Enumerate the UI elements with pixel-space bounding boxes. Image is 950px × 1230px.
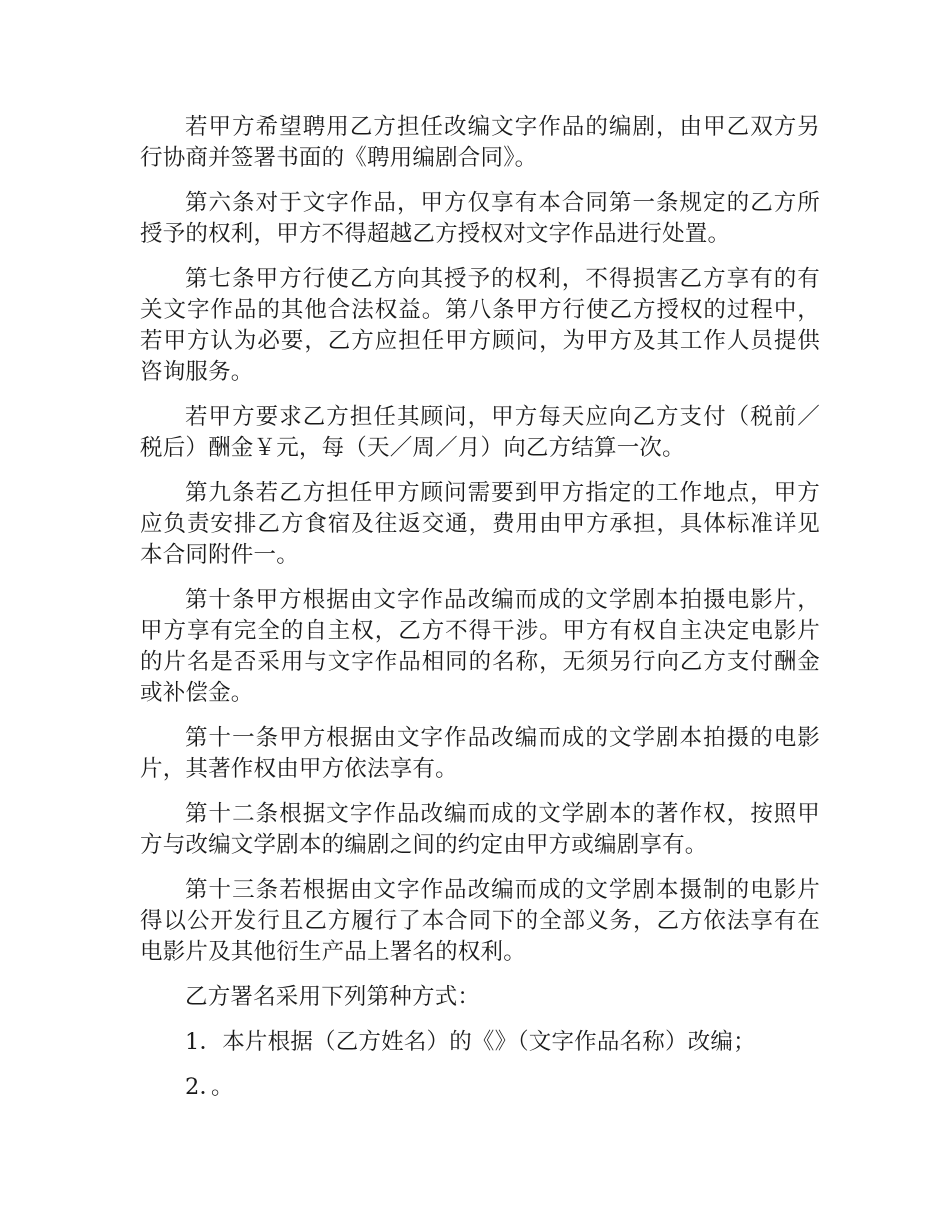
paragraph-article-11: 第十一条甲方根据由文字作品改编而成的文学剧本拍摄的电影片，其著作权由甲方依法享有。 — [140, 725, 820, 782]
paragraph-article-12: 第十二条根据文字作品改编而成的文学剧本的著作权，按照甲方与改编文学剧本的编剧之间的约定由甲方或编剧享有。 — [140, 801, 820, 858]
paragraph-article-6: 第六条对于文字作品，甲方仅享有本合同第一条规定的乙方所授予的权利，甲方不得超越乙方授权对文字作品进行处置。 — [140, 190, 820, 247]
paragraph-hire-screenwriter: 若甲方希望聘用乙方担任改编文字作品的编剧，由甲乙双方另行协商并签署书面的《聘用编剧合同》。 — [140, 114, 820, 171]
document-body — [140, 112, 820, 1117]
paragraph-article-10: 第十条甲方根据由文字作品改编而成的文学剧本拍摄电影片，甲方享有完全的自主权，乙方不得干涉。甲方有权自主决定电影片的片名是否采用与文字作品相同的名称，无须另行向乙方支付酬金或补偿金。 — [140, 587, 820, 706]
paragraph-option-2: 2．。 — [185, 1074, 234, 1100]
paragraph-article-9: 第九条若乙方担任甲方顾问需要到甲方指定的工作地点，甲方应负责安排乙方食宿及往返交通，费用由甲方承担，具体标准详见本合同附件一。 — [140, 480, 820, 568]
paragraph-option-1: 1．本片根据（乙方姓名）的《》（文字作品名称）改编； — [185, 1029, 756, 1055]
paragraph-signature-method: 乙方署名采用下列第种方式： — [185, 984, 481, 1010]
paragraph-consultant-fee: 若甲方要求乙方担任其顾问，甲方每天应向乙方支付（税前／税后）酬金￥元，每（天／周／月）向乙方结算一次。 — [140, 404, 820, 461]
paragraph-article-7-8: 第七条甲方行使乙方向其授予的权利，不得损害乙方享有的有关文字作品的其他合法权益。第八条甲方行使乙方授权的过程中，若甲方认为必要，乙方应担任甲方顾问，为甲方及其工作人员提供咨询服务。 — [140, 266, 820, 385]
paragraph-article-13: 第十三条若根据由文字作品改编而成的文学剧本摄制的电影片得以公开发行且乙方履行了本合同下的全部义务，乙方依法享有在电影片及其他衍生产品上署名的权利。 — [140, 877, 820, 965]
